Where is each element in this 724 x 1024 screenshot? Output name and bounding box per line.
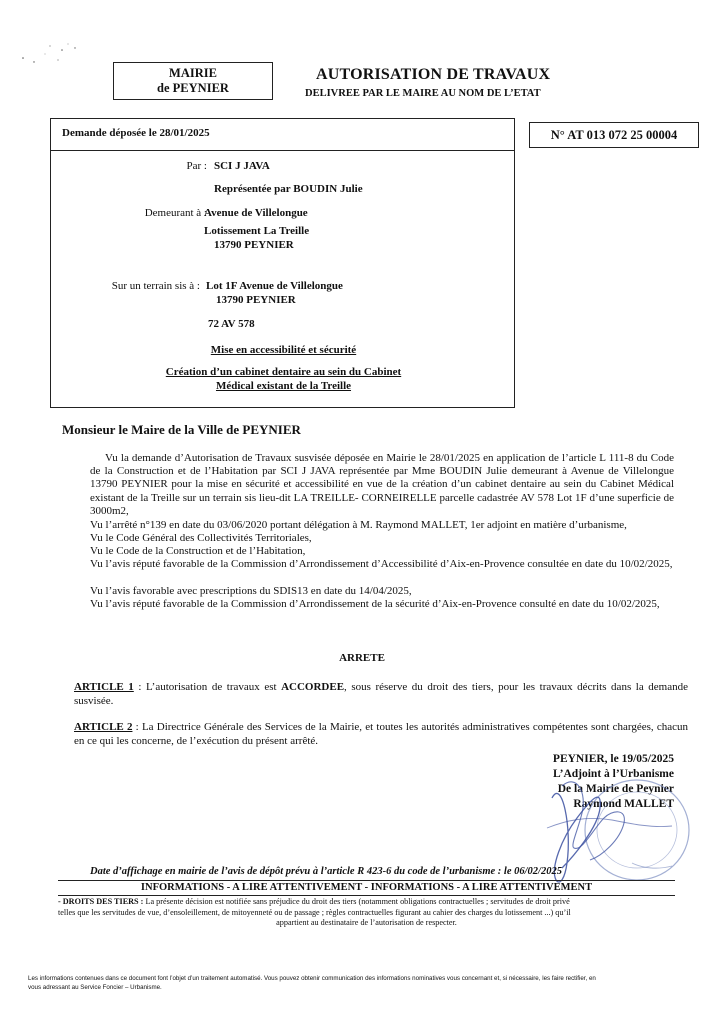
dossier-number: N° AT 013 072 25 00004	[529, 122, 699, 148]
terrain-label: Sur un terrain sis à :	[111, 280, 200, 292]
demeurant-line2: Lotissement La Treille	[204, 225, 310, 237]
vu-demande-paragraph: Vu la demande d’Autorisation de Travaux susvisée déposée en Mairie le 28/01/2025 en application de l’article L 111-8 du Code de la Construction et de l’Habitation par SCI J JAVA représentée par Mme BOUDIN Julie demeurant à Avenue de Villelongue 13790 PEYNIER pour la mise en sécurité et accessibilité en vue de la création d’un cabinet dentaire au sein du Cabinet Médical existant de la Treille sur un terrain sis lieu-dit LA TREILLE- CORNEIRELLE parcelle cadastrée AV 578 Lot 1F d’une superficie de 3000m2,	[90, 452, 674, 517]
signature-title: L’Adjoint à l’Urbanisme	[553, 768, 674, 780]
official-stamp-signature	[532, 768, 702, 898]
document-title: AUTORISATION DE TRAVAUX	[316, 66, 551, 83]
vu-avis-sdis: Vu l’avis favorable avec prescriptions du SDIS13 en date du 14/04/2025,	[90, 585, 412, 597]
representee: Représentée par BOUDIN Julie	[214, 183, 363, 195]
article-1-accordee: ACCORDEE	[281, 681, 345, 693]
article-1-label: ARTICLE 1	[74, 681, 134, 693]
droits-label: - DROITS DES TIERS :	[58, 897, 144, 906]
vu-avis-securite: Vu l’avis réputé favorable de la Commission d’Arrondissement de la sécurité d’Aix-en-Provence consulté en date du 10/02/2025,	[90, 598, 660, 610]
vu-arrete: Vu l’arrêté n°139 en date du 03/06/2020 portant délégation à M. Raymond MALLET, 1er adjoint en matière d’urbanisme,	[90, 519, 627, 531]
footer-notice	[28, 974, 688, 992]
objet-line1: Création d’un cabinet dentaire au sein du Cabinet	[165, 366, 402, 378]
droits-line2: telles que les servitudes de vue, d’ensoleillement, de mitoyenneté ou de passage ; règles contractuelles figurant au cahier des charges du lotissement ...) qu’il	[58, 907, 571, 917]
droits-des-tiers	[58, 897, 675, 929]
terrain-line2: 13790 PEYNIER	[216, 294, 296, 306]
scan-specks	[20, 40, 90, 70]
mairie-line2: de PEYNIER	[157, 81, 229, 95]
article-1	[74, 680, 688, 708]
footer-line1: Les informations contenues dans ce document font l’objet d’un traitement automatisé. Vous pouvez obtenir communication des informations nominatives vous concernant et, si nécessaire, les faire rectifier, en	[28, 975, 596, 982]
objet-accessibilite: Mise en accessibilité et sécurité	[210, 344, 357, 356]
demeurant-label: Demeurant à :	[144, 207, 207, 219]
par-value: SCI J JAVA	[214, 160, 270, 172]
vu-avis-accessibilite: Vu l’avis réputé favorable de la Commission d’Arrondissement d’Accessibilité d’Aix-en-Provence consultée en date du 10/02/2025,	[90, 558, 673, 570]
article-1-post: , sous réserve du droit des tiers, pour les travaux décrits dans la demande susvisée.	[74, 681, 688, 707]
demande-box	[50, 118, 515, 408]
signature-mairie: De la Mairie de Peynier	[557, 783, 674, 795]
article-2-text: : La Directrice Générale des Services de la Mairie, et toutes les autorités administratives compétentes sont chargées, chacun en ce qui les concerne, de l’exécution du présent arrêté.	[74, 721, 688, 747]
demande-header	[51, 119, 514, 151]
terrain-line1: Lot 1F Avenue de Villelongue	[206, 280, 343, 292]
informations-banner: INFORMATIONS - A LIRE ATTENTIVEMENT - INFORMATIONS - A LIRE ATTENTIVEMENT	[58, 880, 675, 896]
footer-line2: vous adressant au Service Foncier – Urbanisme.	[28, 984, 162, 991]
droits-line3: appartient au destinataire de l’autorisation de respecter.	[276, 918, 457, 928]
article-1-pre: : L’autorisation de travaux est	[133, 681, 282, 693]
date-affichage: Date d’affichage en mairie de l’avis de dépôt prévu à l’article R 423-6 du code de l’urbanisme : le 06/02/2025	[90, 866, 562, 877]
article-2	[74, 720, 688, 748]
arrete-heading: ARRETE	[339, 652, 385, 664]
monsieur-heading: Monsieur le Maire de la Ville de PEYNIER	[62, 422, 301, 437]
signature-name: Raymond MALLET	[573, 798, 674, 810]
vu-cgct: Vu le Code Général des Collectivités Territoriales,	[90, 532, 312, 544]
mairie-box	[113, 62, 273, 100]
par-label: Par :	[186, 160, 207, 172]
vu-cch: Vu le Code de la Construction et de l’Habitation,	[90, 545, 306, 557]
demeurant-line1: Avenue de Villelongue	[204, 207, 308, 219]
cadastre: 72 AV 578	[208, 318, 255, 330]
signature-date: PEYNIER, le 19/05/2025	[552, 753, 674, 765]
droits-line1: La présente décision est notifiée sans préjudice du droit des tiers (notamment obligations contractuelles ; servitudes de droit privé	[143, 897, 570, 906]
demande-date: Demande déposée le 28/01/2025	[62, 127, 210, 139]
mairie-line1: MAIRIE	[169, 66, 217, 80]
objet-line2: Médical existant de la Treille	[215, 380, 352, 392]
demeurant-line3: 13790 PEYNIER	[214, 239, 294, 251]
article-2-label: ARTICLE 2	[74, 721, 133, 733]
document-subtitle: DELIVREE PAR LE MAIRE AU NOM DE L’ETAT	[305, 88, 541, 99]
